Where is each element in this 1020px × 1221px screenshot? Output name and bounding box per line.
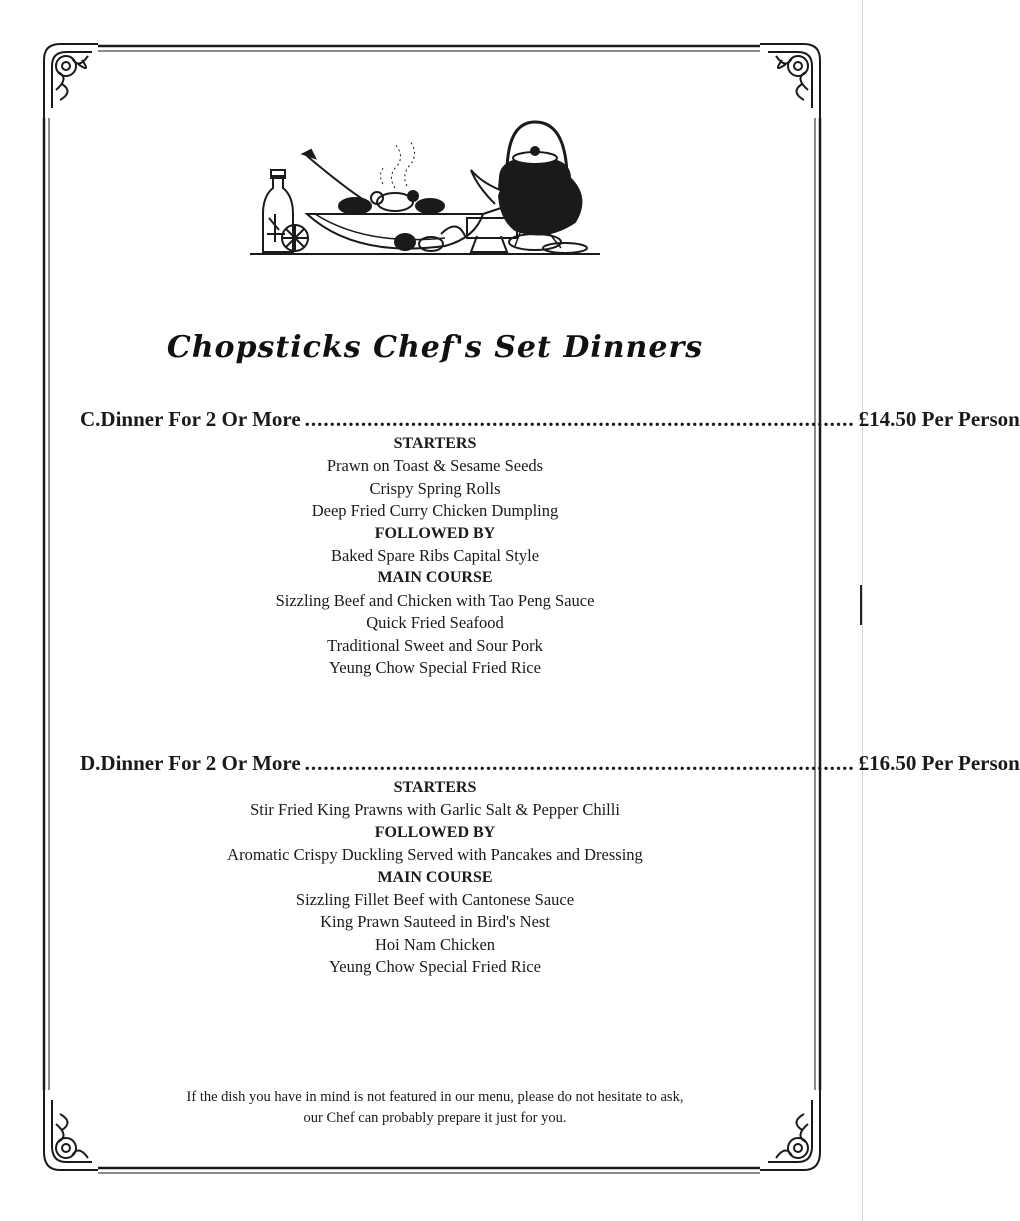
page-title: Chopsticks Chef's Set Dinners: [166, 330, 704, 365]
menu-name: Dinner For 2 Or More: [100, 407, 301, 431]
menu-courses: [0, 433, 870, 679]
dish-item: Prawn on Toast & Sesame Seeds: [326, 456, 544, 476]
footer-line: our Chef can probably prepare it just for you.: [303, 1110, 567, 1126]
section-heading: FOLLOWED BY: [374, 823, 496, 841]
menu-letter: C.: [80, 407, 101, 431]
chef-cooking-illustration: [245, 118, 605, 260]
dot-leader: ........................................................................................: [304, 407, 855, 431]
dish-item: Sizzling Fillet Beef with Cantonese Sauce: [295, 889, 575, 909]
dish-item: Sizzling Beef and Chicken with Tao Peng Sauce: [275, 590, 595, 610]
footer-line: If the dish you have in mind is not featured in our menu, please do not hesitate to ask,: [186, 1089, 684, 1105]
dish-item: Hoi Nam Chicken: [374, 934, 496, 954]
dot-leader: ........................................................................................: [304, 751, 855, 775]
dish-item: Deep Fried Curry Chicken Dumpling: [311, 501, 559, 521]
dish-item: Traditional Sweet and Sour Pork: [327, 635, 543, 655]
dish-item: Quick Fried Seafood: [366, 613, 504, 633]
menu-letter: D.: [80, 751, 101, 775]
menu-price: £16.50 Per Person: [858, 751, 1020, 775]
section-heading: STARTERS: [393, 779, 477, 796]
dish-item: Yeung Chow Special Fried Rice: [329, 657, 541, 677]
section-heading: MAIN COURSE: [377, 868, 493, 886]
section-heading: STARTERS: [393, 435, 477, 452]
dish-item: King Prawn Sauteed in Bird's Nest: [320, 912, 550, 932]
section-heading: MAIN COURSE: [377, 569, 493, 587]
dish-item: Stir Fried King Prawns with Garlic Salt & Pepper Chilli: [250, 800, 620, 820]
section-heading: FOLLOWED BY: [374, 524, 496, 542]
dish-item: Baked Spare Ribs Capital Style: [330, 545, 540, 565]
dish-item: Crispy Spring Rolls: [369, 478, 501, 498]
menu-courses: [0, 777, 870, 979]
corner-ornament-top-right: [760, 44, 820, 118]
footer-note: [0, 1087, 870, 1129]
menu-name: Dinner For 2 Or More: [100, 751, 301, 775]
corner-ornament-top-left: [44, 44, 98, 118]
menu-price: £14.50 Per Person: [858, 407, 1020, 431]
dish-item: Yeung Chow Special Fried Rice: [329, 957, 541, 977]
dish-item: Aromatic Crispy Duckling Served with Pancakes and Dressing: [227, 845, 643, 865]
